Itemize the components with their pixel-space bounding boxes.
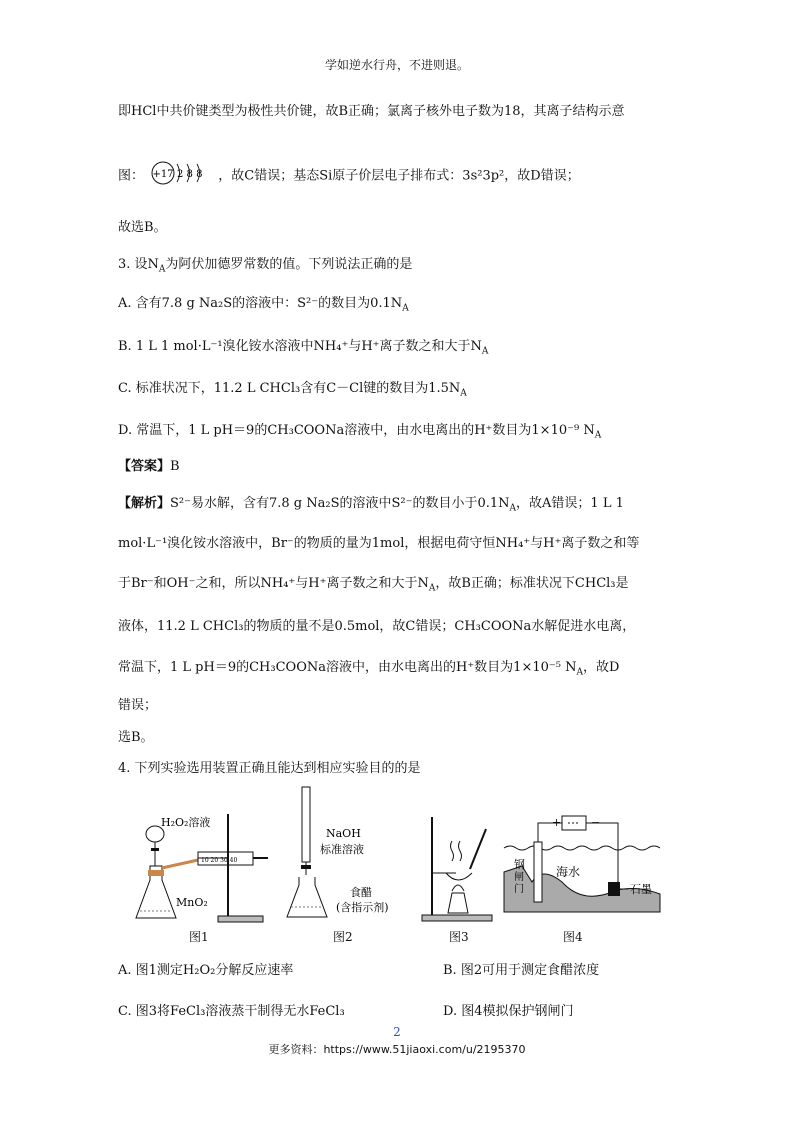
figure-3-label: 图3 (449, 930, 469, 944)
paragraph-line (118, 160, 580, 192)
figure-1-label: 图1 (189, 930, 209, 944)
svg-text:门: 门 (514, 884, 524, 895)
question-3-option-a: A. 含有7.8 g Na₂S的溶液中：S²⁻的数目为$0.1N_A$ (118, 296, 409, 314)
question-4-option-c: C. 图3将FeCl₃溶液蒸干制得无水FeCl₃ (118, 1004, 345, 1019)
ion-shells: 2 8 8 (177, 169, 203, 180)
paragraph-line: 即HCl中共价键类型为极性共价键，故B正确；氯离子核外电子数为18，其离子结构示意 (118, 104, 625, 119)
svg-text:钢: 钢 (514, 858, 525, 871)
ion-nucleus: +17 (152, 169, 174, 180)
analysis-line: 选B。 (118, 730, 154, 745)
svg-text:(含指示剂): (含指示剂) (336, 901, 389, 914)
page-header: 学如逆水行舟，不进则退。 (324, 58, 469, 72)
figure-4-label: 图4 (563, 930, 583, 944)
page-number: 2 (393, 1025, 401, 1039)
svg-text:H₂O₂溶液: H₂O₂溶液 (161, 816, 211, 829)
svg-text:闸: 闸 (514, 872, 524, 883)
svg-text:MnO₂: MnO₂ (176, 896, 208, 909)
figure-2-apparatus (282, 785, 402, 925)
ion-structure-diagram (150, 160, 212, 192)
question-3-stem: 3. 设$N_A$为阿伏加德罗常数的值。下列说法正确的是 (118, 257, 413, 275)
paragraph-suffix: ，故C错误；基态Si原子价层电子排布式：3s²3p²，故D错误； (218, 168, 580, 184)
question-3-option-c: C. 标准状况下，11.2 L CHCl₃含有C－Cl键的数目为$1.5N_A$ (118, 381, 467, 399)
analysis-line: 错误； (118, 698, 158, 713)
svg-text:海水: 海水 (556, 865, 581, 879)
analysis-line: 【解析】S²⁻易水解，含有7.8 g Na₂S的溶液中S²⁻的数目小于$0.1N_A$，故A错误；1 L 1 (118, 496, 624, 514)
svg-text:−: − (591, 816, 601, 829)
figure-4-apparatus (502, 812, 662, 924)
question-4-stem: 4. 下列实验选用装置正确且能达到相应实验目的的是 (118, 761, 421, 776)
question-4-option-d: D. 图4模拟保护钢闸门 (443, 1004, 574, 1019)
svg-text:食醋: 食醋 (350, 886, 372, 899)
analysis-line: 常温下，1 L pH＝9的CH₃COONa溶液中，由水电离出的H⁺数目为1×10⁻⁵ $N_A$，故D (118, 660, 620, 678)
analysis-line: mol·L⁻¹溴化铵水溶液中，Br⁻的物质的量为1mol，根据电荷守恒NH₄⁺与H⁺离子数之和等 (118, 536, 640, 551)
figure-1-apparatus (128, 808, 273, 926)
footer-link[interactable]: 更多资料：https://www.51jiaoxi.com/u/2195370 (268, 1043, 526, 1056)
svg-text:标准溶液: 标准溶液 (320, 843, 364, 856)
label-prefix: 图： (118, 168, 145, 184)
svg-text:10 20 30 40: 10 20 30 40 (201, 857, 238, 864)
paragraph-line: 故选B。 (118, 220, 167, 235)
question-3-option-d: D. 常温下，1 L pH＝9的CH₃COONa溶液中，由水电离出的H⁺数目为1×10⁻⁹ $N_A$ (118, 423, 602, 441)
analysis-line: 液体，11.2 L CHCl₃的物质的量不是0.5mol，故C错误；CH₃COONa水解促进水电离， (118, 619, 636, 634)
svg-text:+: + (552, 816, 562, 829)
answer-line: 【答案】B (118, 459, 180, 474)
figure-2-label: 图2 (333, 930, 353, 944)
analysis-line: 于Br⁻和OH⁻之和，所以NH₄⁺与H⁺离子数之和大于$N_A$，故B正确；标准状况下CHCl₃是 (118, 576, 629, 594)
question-4-option-a: A. 图1测定H₂O₂分解反应速率 (118, 963, 294, 978)
question-4-option-b: B. 图2可用于测定食醋浓度 (443, 963, 600, 978)
svg-text:NaOH: NaOH (326, 827, 361, 840)
question-3-option-b: B. 1 L 1 mol·L⁻¹溴化铵水溶液中NH₄⁺与H⁺离子数之和大于$N_A$ (118, 339, 489, 357)
figure-3-apparatus (418, 815, 498, 925)
svg-text:石墨: 石墨 (630, 883, 652, 896)
